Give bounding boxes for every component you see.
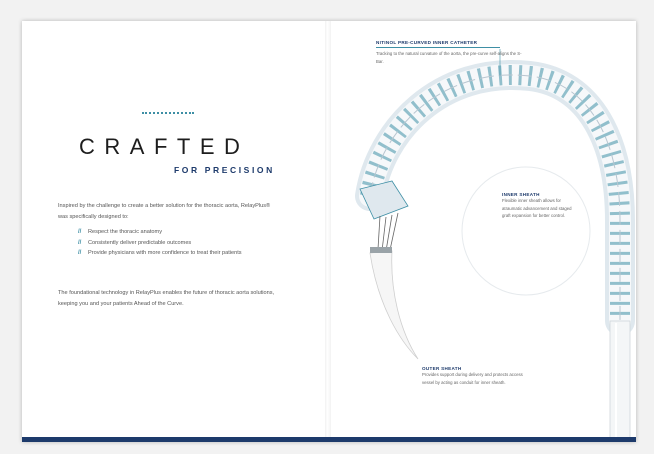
left-page — [22, 21, 327, 442]
delivery-wire — [378, 216, 380, 249]
right-page — [330, 21, 636, 442]
list-item — [78, 227, 278, 238]
delivery-wire — [382, 217, 386, 251]
callout-rule — [376, 47, 500, 48]
list-item-text: Consistently deliver predictable outcomes — [88, 239, 192, 246]
callout-outer-sheath — [422, 366, 532, 386]
list-item-text: Provide physicians with more confidence to treat their patients — [88, 250, 242, 256]
intro-paragraph: Inspired by the challenge to create a better solution for the thoracic aorta, RelayPlus® was specifically designed to: — [58, 203, 271, 220]
callout-text: Tracking to the natural curvature of the aorta, the pre-curve self-aligns the S-Bar. — [376, 51, 522, 64]
nosecone-tip — [370, 251, 418, 359]
page-title: CRAFTED — [79, 134, 250, 159]
footer-bar — [22, 437, 636, 442]
callout-heading: OUTER SHEATH — [422, 366, 462, 371]
list-item-text: Respect the thoracic anatomy — [88, 229, 162, 235]
closing-paragraph: The foundational technology in RelayPlus enables the future of thoracic aorta solutions, keeping you and your patients Ahead of the Curve. — [58, 290, 275, 307]
callout-inner-sheath — [502, 192, 572, 220]
double-slash-bullet-icon: // — [78, 250, 82, 256]
list-item — [78, 238, 278, 249]
feature-list — [78, 227, 278, 259]
callout-heading: NITINOL PRE-CURVED INNER CATHETER — [376, 40, 478, 45]
page-subtitle: FOR PRECISION — [174, 165, 275, 175]
callout-heading: INNER SHEATH — [502, 192, 540, 197]
outer-sheath — [610, 321, 630, 442]
callout-nitinol-catheter — [376, 40, 526, 65]
callout-text: Flexible inner sheath allows for atraumatic advancement and staged graft expansion for better control. — [502, 198, 572, 218]
double-slash-bullet-icon: // — [78, 239, 82, 246]
tip-collar — [370, 247, 392, 253]
list-item — [78, 248, 278, 259]
dotted-divider — [142, 112, 194, 116]
callout-text: Provides support during delivery and protects access vessel by acting as conduit for inner sheath. — [422, 372, 523, 385]
brochure-spread — [22, 21, 636, 442]
highlight-circle — [462, 167, 590, 295]
double-slash-bullet-icon: // — [78, 229, 82, 235]
